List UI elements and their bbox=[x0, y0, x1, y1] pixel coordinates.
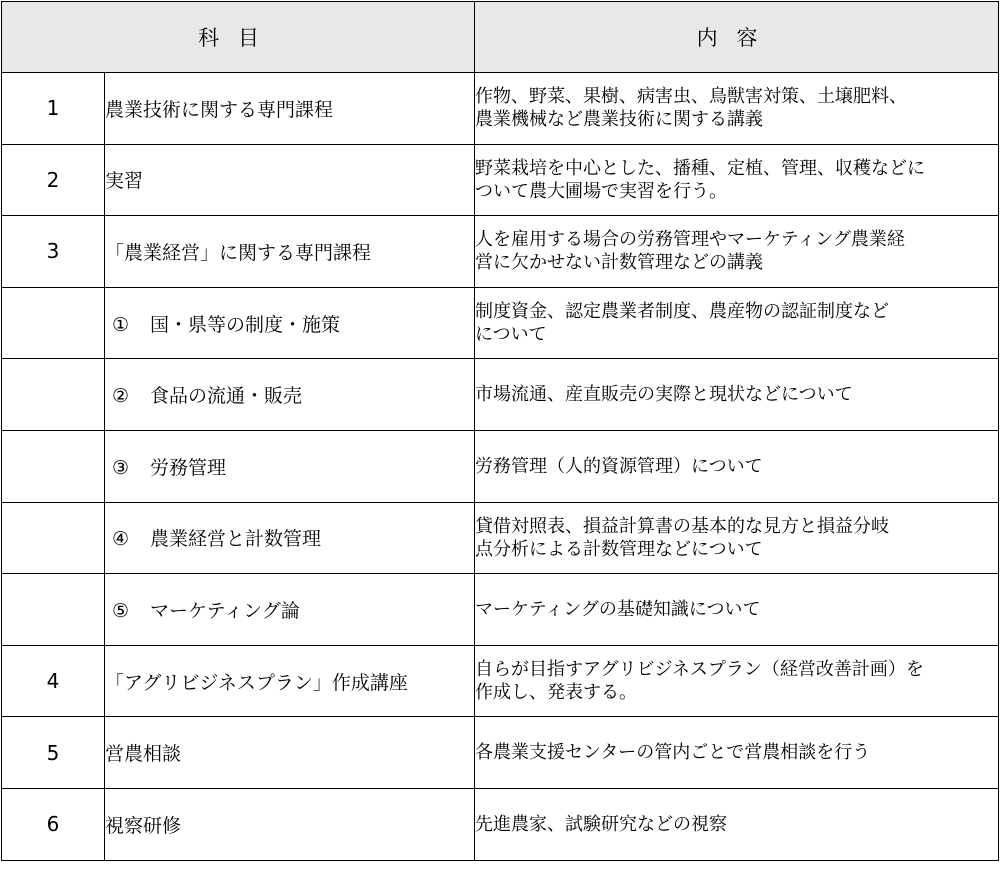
table-row bbox=[2, 574, 999, 646]
table-row bbox=[2, 430, 999, 502]
row-number: 2 bbox=[2, 144, 105, 216]
content-line: 自らが目指すアグリビジネスプラン（経営改善計画）を bbox=[475, 659, 924, 681]
content-line: 制度資金、認定農業者制度、農産物の認証制度など bbox=[475, 301, 889, 323]
row-number-empty bbox=[2, 359, 105, 431]
content-line: について bbox=[475, 324, 547, 346]
content-line: 労務管理（人的資源管理）について bbox=[475, 455, 763, 477]
row-number: 4 bbox=[2, 645, 105, 717]
subject-label: 農業経営と計数管理 bbox=[150, 528, 322, 551]
content-line: マーケティングの基礎知識について bbox=[475, 598, 761, 620]
content-cell bbox=[475, 216, 999, 288]
item-marker: ③ bbox=[112, 456, 130, 479]
content-cell bbox=[475, 73, 999, 145]
header-row bbox=[2, 2, 999, 73]
table-row bbox=[2, 502, 999, 574]
row-number-empty bbox=[2, 574, 105, 646]
subject-cell bbox=[105, 359, 475, 431]
content-cell bbox=[475, 502, 999, 574]
row-number: 5 bbox=[2, 717, 105, 789]
content-line: 作物、野菜、果樹、病害虫、鳥獣害対策、土壌肥料、 bbox=[475, 86, 907, 108]
subject-cell: 営農相談 bbox=[105, 717, 475, 789]
header-subject: 科目 bbox=[2, 2, 475, 73]
subject-cell: 農業技術に関する専門課程 bbox=[105, 73, 475, 145]
row-number-empty bbox=[2, 502, 105, 574]
table-row bbox=[2, 717, 999, 789]
content-cell bbox=[475, 287, 999, 359]
table-row bbox=[2, 788, 999, 860]
content-line: 貸借対照表、損益計算書の基本的な見方と損益分岐 bbox=[475, 515, 889, 537]
row-number: 1 bbox=[2, 73, 105, 145]
table-row bbox=[2, 287, 999, 359]
subject-cell: 実習 bbox=[105, 144, 475, 216]
table-row bbox=[2, 216, 999, 288]
curriculum-table bbox=[1, 1, 999, 861]
subject-cell: 「アグリビジネスプラン」作成講座 bbox=[105, 645, 475, 717]
content-cell bbox=[475, 788, 999, 860]
content-line: 人を雇用する場合の労務管理やマーケティング農業経 bbox=[475, 229, 905, 251]
subject-label: 国・県等の制度・施策 bbox=[150, 313, 341, 336]
item-marker: ② bbox=[112, 385, 130, 408]
table-row bbox=[2, 73, 999, 145]
content-cell bbox=[475, 645, 999, 717]
content-line: 農業機械など農業技術に関する講義 bbox=[475, 109, 763, 131]
content-line: 営に欠かせない計数管理などの講義 bbox=[475, 252, 763, 274]
content-line: 市場流通、産直販売の実際と現状などについて bbox=[475, 384, 853, 406]
row-number-empty bbox=[2, 430, 105, 502]
content-cell bbox=[475, 717, 999, 789]
table-row bbox=[2, 359, 999, 431]
content-line: 野菜栽培を中心とした、播種、定植、管理、収穫などに bbox=[475, 157, 925, 179]
item-marker: ① bbox=[112, 313, 130, 336]
row-number-empty bbox=[2, 287, 105, 359]
header-content: 内容 bbox=[475, 2, 999, 73]
subject-cell bbox=[105, 502, 475, 574]
content-cell bbox=[475, 430, 999, 502]
item-marker: ④ bbox=[112, 528, 130, 551]
subject-cell: 「農業経営」に関する専門課程 bbox=[105, 216, 475, 288]
subject-cell bbox=[105, 574, 475, 646]
content-cell bbox=[475, 359, 999, 431]
content-cell bbox=[475, 574, 999, 646]
content-line: 各農業支援センターの管内ごとで営農相談を行う bbox=[475, 742, 871, 764]
subject-cell bbox=[105, 287, 475, 359]
row-number: 3 bbox=[2, 216, 105, 288]
content-line: 先進農家、試験研究などの視察 bbox=[475, 813, 727, 835]
item-marker: ⑤ bbox=[112, 599, 130, 622]
table-row bbox=[2, 144, 999, 216]
row-number: 6 bbox=[2, 788, 105, 860]
content-cell bbox=[475, 144, 999, 216]
subject-cell bbox=[105, 430, 475, 502]
subject-label: 食品の流通・販売 bbox=[150, 385, 303, 408]
subject-cell: 視察研修 bbox=[105, 788, 475, 860]
subject-label: 労務管理 bbox=[150, 456, 227, 479]
content-line: 作成し、発表する。 bbox=[475, 682, 637, 704]
table-row bbox=[2, 645, 999, 717]
content-line: ついて農大圃場で実習を行う。 bbox=[475, 180, 727, 202]
subject-label: マーケティング論 bbox=[150, 599, 300, 622]
content-line: 点分析による計数管理などについて bbox=[475, 538, 763, 560]
